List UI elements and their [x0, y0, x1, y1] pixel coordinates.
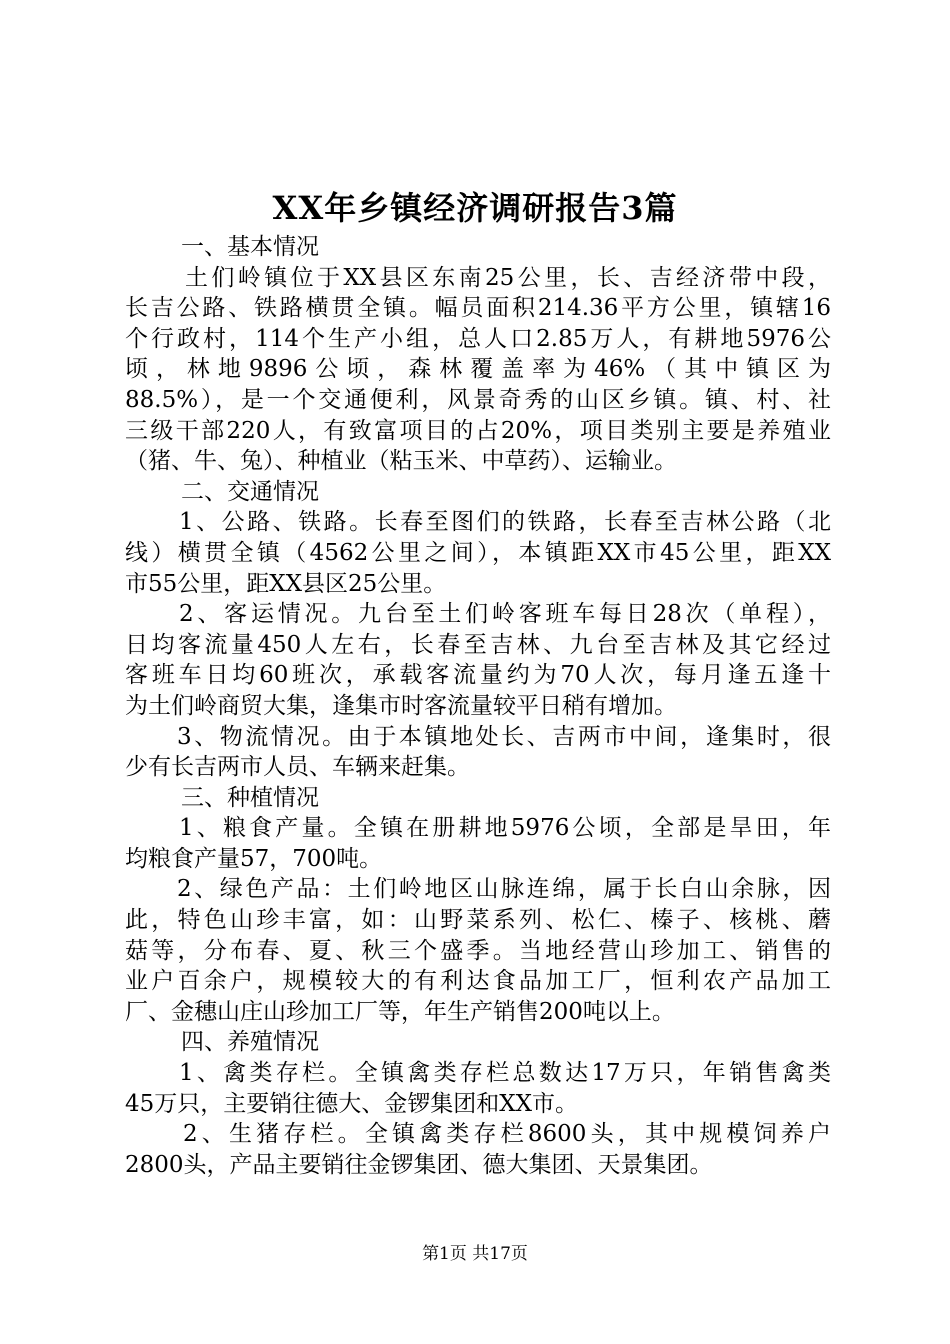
- document-body: [125, 232, 831, 1180]
- paragraph-line: 45万只，主要销往德大、金锣集团和XX市。: [125, 1090, 579, 1117]
- paragraph-line: 客班车日均60班次，承载客流量约为70人次，每月逢五逢十: [125, 662, 831, 689]
- section-heading-basic: 一、基本情况: [181, 234, 319, 260]
- paragraph-line: 个行政村，114个生产小组，总人口2.85万人，有耕地5976公: [125, 325, 831, 352]
- paragraph-line: 菇等，分布春、夏、秋三个盛季。当地经营山珍加工、销售的: [125, 937, 831, 964]
- paragraph-line: 为土们岭商贸大集，逢集市时客流量较平日稍有增加。: [125, 692, 677, 719]
- paragraph-line: 均粮食产量57，700吨。: [125, 845, 383, 872]
- paragraph-line: 2、客运情况。九台至土们岭客班车每日28次（单程），: [179, 601, 831, 628]
- paragraph-line: （猪、牛、兔）、种植业（粘玉米、中草药）、运输业。: [125, 448, 677, 475]
- section-heading-planting: 三、种植情况: [181, 784, 319, 811]
- paragraph-line: 日均客流量450人左右，长春至吉林、九台至吉林及其它经过: [125, 631, 831, 658]
- document-title: XX年乡镇经济调研报告3篇: [272, 189, 678, 227]
- section-heading-traffic: 二、交通情况: [181, 478, 319, 505]
- section-heading-breeding: 四、养殖情况: [181, 1029, 319, 1056]
- paragraph-line: 2、绿色产品：土们岭地区山脉连绵，属于长白山余脉，因: [177, 876, 831, 903]
- paragraph-line: 少有长吉两市人员、车辆来赶集。: [125, 754, 470, 781]
- paragraph-line: 88.5%），是一个交通便利，风景奇秀的山区乡镇。镇、村、社: [125, 386, 831, 413]
- paragraph-line: 此，特色山珍丰富，如：山野菜系列、松仁、榛子、核桃、蘑: [125, 907, 831, 934]
- paragraph-line: 1、公路、铁路。长春至图们的铁路，长春至吉林公路（北: [179, 509, 831, 536]
- paragraph-line: 2800头，产品主要销往金锣集团、德大集团、天景集团。: [125, 1151, 713, 1178]
- paragraph-line: 1、禽类存栏。全镇禽类存栏总数达17万只，年销售禽类: [179, 1060, 831, 1087]
- paragraph-line: 2、生猪存栏。全镇禽类存栏8600头，其中规模饲养户: [183, 1121, 831, 1148]
- paragraph-line: 土们岭镇位于XX县区东南25公里，长、吉经济带中段，: [185, 264, 831, 291]
- paragraph-line: 1、粮食产量。全镇在册耕地5976公顷，全部是旱田，年: [179, 815, 831, 842]
- paragraph-line: 厂、金穗山庄山珍加工厂等，年生产销售200吨以上。: [125, 998, 675, 1025]
- paragraph-line: 顷，林地9896公顷，森林覆盖率为46%（其中镇区为: [125, 356, 831, 383]
- paragraph-line: 市55公里，距XX县区25公里。: [125, 570, 447, 597]
- paragraph-line: 业户百余户，规模较大的有利达食品加工厂，恒利农产品加工: [125, 968, 831, 995]
- paragraph-line: 三级干部220人，有致富项目的占20%，项目类别主要是养殖业: [125, 417, 831, 444]
- paragraph-line: 长吉公路、铁路横贯全镇。幅员面积214.36平方公里，镇辖16: [125, 295, 831, 322]
- page-footer: 第1页 共17页: [422, 1244, 528, 1264]
- paragraph-line: 3、物流情况。由于本镇地处长、吉两市中间，逢集时，很: [177, 723, 831, 750]
- paragraph-line: 线）横贯全镇（4562公里之间），本镇距XX市45公里，距XX: [125, 539, 831, 566]
